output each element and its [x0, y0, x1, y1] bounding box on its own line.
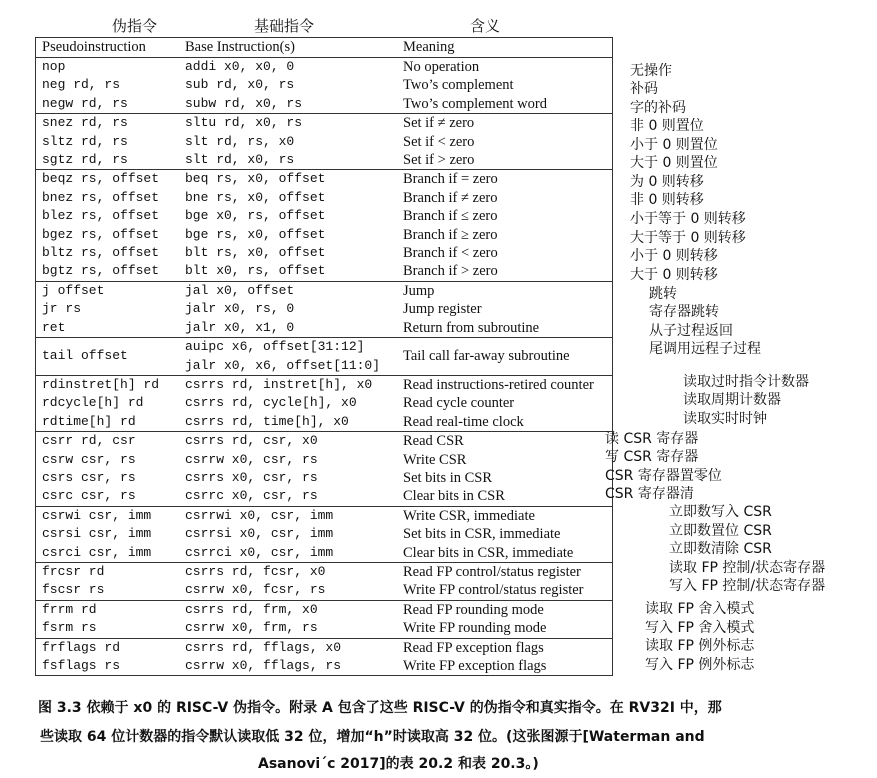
base-instruction-cell: csrrs rd, csr, x0	[179, 432, 397, 451]
meaning-cell: Read real-time clock	[403, 413, 524, 430]
table-row	[36, 525, 613, 543]
pseudoinstruction-cell: ret	[42, 319, 66, 335]
table-row	[36, 375, 613, 394]
base-instruction-cell: csrrs rd, cycle[h], x0	[185, 395, 357, 411]
annotation-cn: 尾调用远程子过程	[649, 341, 761, 357]
base-instruction-cell: csrrw x0, fflags, rs	[185, 658, 342, 673]
base-instruction-cell: bne rs, x0, offset	[185, 189, 326, 205]
pseudoinstruction-cell: rdtime[h] rd	[42, 413, 136, 429]
pseudoinstruction-cell: beqz rs, offset	[36, 170, 180, 189]
base-instruction-cell: csrrci x0, csr, imm	[185, 544, 334, 560]
base-instruction-cell: csrrc x0, csr, rs	[185, 488, 318, 504]
meaning-cell: Branch if = zero	[397, 170, 613, 189]
table-row	[36, 338, 613, 357]
base-instruction-cell: auipc x6, offset[31:12]	[179, 338, 397, 357]
base-instruction-cell: subw rd, x0, rs	[185, 95, 303, 111]
meaning-cell: Set bits in CSR	[403, 469, 493, 486]
base-instruction-cell: jalr x0, x1, 0	[185, 319, 295, 335]
base-instruction-cell: csrrsi x0, csr, imm	[185, 526, 334, 542]
meaning-cell: Set if < zero	[403, 133, 475, 150]
annotation-cn: 读取 FP 控制/状态寄存器	[669, 560, 826, 576]
meaning-cell: Read FP exception flags	[397, 638, 613, 657]
annotation-cn: CSR 寄存器清	[605, 486, 694, 502]
table-row	[36, 244, 613, 262]
base-instruction-cell: beq rs, x0, offset	[179, 170, 397, 189]
annotation-cn: 写入 FP 控制/状态寄存器	[669, 578, 826, 594]
base-instruction-cell: addi x0, x0, 0	[185, 59, 295, 74]
pseudoinstruction-cell: frcsr rd	[36, 562, 180, 581]
meaning-cell: Branch if ≠ zero	[403, 189, 498, 206]
table-row	[36, 319, 613, 338]
meaning-cell: Write CSR	[403, 451, 467, 468]
column-title-meaning-cn: 含义	[470, 17, 501, 35]
table-row	[36, 638, 613, 657]
meaning-cell: No operation	[403, 59, 480, 75]
base-instruction-cell: csrrw x0, csr, rs	[185, 451, 318, 467]
pseudoinstruction-cell: csrc csr, rs	[42, 488, 136, 504]
table-row	[36, 657, 613, 676]
table-row	[36, 114, 613, 133]
meaning-cell: Tail call far-away subroutine	[397, 338, 613, 376]
annotation-cn: 从子过程返回	[649, 323, 733, 339]
pseudoinstruction-cell: csrci csr, imm	[42, 544, 152, 560]
table-row	[36, 413, 613, 432]
meaning-cell: Write FP rounding mode	[403, 620, 547, 637]
table-row	[36, 58, 613, 77]
base-instruction-cell: bge x0, rs, offset	[185, 208, 326, 224]
annotation-cn: 为 0 则转移	[630, 174, 704, 190]
annotation-cn: 写入 FP 例外标志	[645, 657, 755, 673]
meaning-cell: Branch if ≤ zero	[403, 208, 498, 225]
pseudoinstruction-cell: csrw csr, rs	[42, 451, 136, 467]
annotation-cn: 小于等于 0 则转移	[630, 211, 746, 227]
meaning-cell: Branch if > zero	[403, 263, 498, 280]
base-instruction-cell: slt rd, x0, rs	[185, 152, 295, 168]
base-instruction-cell: csrrs rd, fflags, x0	[179, 638, 397, 657]
header-meaning: Meaning	[397, 38, 613, 58]
table-row	[36, 581, 613, 600]
pseudoinstruction-cell: csrwi csr, imm	[36, 506, 180, 525]
meaning-cell: Clear bits in CSR	[403, 488, 505, 505]
caption-line-1: 图 3.3 依赖于 x0 的 RISC-V 伪指令。附录 A 包含了这些 RISC-V 的伪指令和真实指令。在 RV32I 中，那	[38, 700, 722, 716]
annotation-cn: 立即数写入 CSR	[669, 504, 772, 520]
base-instruction-cell: sltu rd, x0, rs	[179, 114, 397, 133]
table-row	[36, 487, 613, 506]
meaning-cell: Jump	[397, 281, 613, 300]
annotation-cn: 小于 0 则转移	[630, 248, 718, 264]
annotation-cn: 读取实时时钟	[683, 411, 767, 427]
table-row	[36, 76, 613, 94]
annotation-cn: 跳转	[649, 286, 677, 302]
annotation-cn: 补码	[630, 81, 658, 97]
annotation-cn: 读 CSR 寄存器	[605, 431, 699, 447]
pseudoinstruction-cell: blez rs, offset	[42, 208, 160, 224]
meaning-cell: Branch if ≥ zero	[403, 226, 498, 243]
pseudoinstruction-cell: frflags rd	[36, 638, 180, 657]
meaning-cell: Branch if < zero	[403, 245, 498, 262]
meaning-cell: Set if > zero	[403, 152, 475, 169]
annotation-cn: 读取周期计数器	[683, 392, 781, 408]
annotation-cn: 写 CSR 寄存器	[605, 449, 699, 465]
table-row	[36, 451, 613, 469]
pseudoinstruction-cell: frrm rd	[36, 600, 180, 619]
base-instruction-cell: csrrw x0, frm, rs	[185, 620, 318, 636]
base-instruction-cell: csrrw x0, fcsr, rs	[185, 582, 326, 598]
table-row	[36, 95, 613, 114]
pseudoinstruction-cell: sgtz rd, rs	[42, 152, 128, 168]
table-row	[36, 226, 613, 244]
column-title-pseudo-cn: 伪指令	[112, 17, 158, 35]
pseudoinstruction-cell: tail offset	[36, 338, 180, 376]
pseudoinstruction-cell: bltz rs, offset	[42, 245, 160, 261]
table-row	[36, 432, 613, 451]
pseudoinstruction-cell: negw rd, rs	[42, 95, 128, 111]
annotation-cn: 读取 FP 例外标志	[645, 638, 755, 654]
base-instruction-cell: csrrs rd, fcsr, x0	[179, 562, 397, 581]
table-row	[36, 207, 613, 225]
pseudoinstruction-cell: csrsi csr, imm	[42, 526, 152, 542]
header-base-instructions: Base Instruction(s)	[179, 38, 397, 58]
annotation-cn: 读取 FP 舍入模式	[645, 601, 755, 617]
base-instruction-cell: csrrs rd, time[h], x0	[185, 413, 349, 429]
base-instruction-cell: sub rd, x0, rs	[185, 77, 295, 93]
table-row	[36, 394, 613, 412]
base-instruction-cell: csrrwi x0, csr, imm	[179, 506, 397, 525]
pseudoinstruction-cell: nop	[42, 59, 66, 74]
meaning-cell: Return from subroutine	[403, 319, 540, 336]
table-row	[36, 544, 613, 563]
pseudoinstruction-cell: bgez rs, offset	[42, 226, 160, 242]
base-instruction-cell: blt x0, rs, offset	[185, 263, 326, 279]
annotation-cn: 大于等于 0 则转移	[630, 230, 746, 246]
annotation-cn: 立即数清除 CSR	[669, 541, 772, 557]
annotation-cn: CSR 寄存器置零位	[605, 468, 722, 484]
annotation-cn: 小于 0 则置位	[630, 137, 718, 153]
header-pseudoinstruction: Pseudoinstruction	[36, 38, 180, 58]
table-row	[36, 262, 613, 281]
annotation-cn: 非 0 则转移	[630, 192, 704, 208]
table-row	[36, 170, 613, 189]
meaning-cell: Two’s complement	[403, 77, 514, 94]
pseudoinstruction-cell: sltz rd, rs	[42, 133, 128, 149]
meaning-cell: Read cycle counter	[403, 395, 515, 412]
table-row	[36, 600, 613, 619]
meaning-cell: Clear bits in CSR, immediate	[403, 544, 574, 561]
annotation-cn: 字的补码	[630, 100, 686, 116]
table-row	[36, 151, 613, 170]
meaning-cell: Read instructions-retired counter	[397, 375, 613, 394]
meaning-cell: Write FP control/status register	[403, 582, 584, 599]
base-instruction-cell: csrrs rd, frm, x0	[179, 600, 397, 619]
annotation-cn: 写入 FP 舍入模式	[645, 620, 755, 636]
chinese-column-titles	[0, 15, 620, 37]
pseudoinstruction-cell: csrr rd, csr	[36, 432, 180, 451]
meaning-cell: Two’s complement word	[403, 95, 547, 112]
pseudoinstruction-cell: neg rd, rs	[42, 77, 121, 93]
pseudoinstruction-cell: fsrm rs	[42, 620, 97, 636]
base-instruction-cell: jal x0, offset	[179, 281, 397, 300]
pseudoinstruction-cell: rdinstret[h] rd	[36, 375, 180, 394]
pseudoinstruction-cell: csrs csr, rs	[42, 469, 136, 485]
meaning-cell: Set bits in CSR, immediate	[403, 526, 561, 543]
pseudoinstruction-cell: rdcycle[h] rd	[42, 395, 144, 411]
pseudoinstruction-cell: jr rs	[42, 301, 82, 317]
base-instruction-cell: csrrs x0, csr, rs	[185, 469, 318, 485]
base-instruction-cell: csrrs rd, instret[h], x0	[179, 375, 397, 394]
table-row	[36, 469, 613, 487]
meaning-cell: Read CSR	[397, 432, 613, 451]
meaning-cell: Read FP rounding mode	[397, 600, 613, 619]
base-instruction-cell: jalr x0, x6, offset[11:0]	[185, 357, 381, 373]
column-title-base-cn: 基础指令	[254, 17, 315, 35]
annotation-cn: 大于 0 则置位	[630, 155, 718, 171]
meaning-cell: Write FP exception flags	[403, 658, 547, 674]
base-instruction-cell: jalr x0, rs, 0	[185, 301, 295, 317]
caption-line-2: 些读取 64 位计数器的指令默认读取低 32 位，增加“h”时读取高 32 位。(这张图源于[Waterman and	[40, 729, 705, 745]
base-instruction-cell: bge rs, x0, offset	[185, 226, 326, 242]
table-row	[36, 562, 613, 581]
pseudoinstruction-cell: bgtz rs, offset	[42, 263, 160, 279]
annotation-cn: 大于 0 则转移	[630, 267, 718, 283]
table-header-row	[36, 38, 613, 58]
base-instruction-cell: slt rd, rs, x0	[185, 133, 295, 149]
pseudoinstruction-cell: bnez rs, offset	[42, 189, 160, 205]
annotation-cn: 非 0 则置位	[630, 118, 704, 134]
pseudoinstruction-cell: j offset	[36, 281, 180, 300]
table-row	[36, 189, 613, 207]
annotation-cn: 寄存器跳转	[649, 304, 719, 320]
annotation-cn: 读取过时指令计数器	[683, 374, 809, 390]
table-row	[36, 619, 613, 638]
pseudoinstruction-table	[35, 37, 613, 676]
pseudoinstruction-cell: fsflags rs	[42, 658, 121, 673]
meaning-cell: Set if ≠ zero	[397, 114, 613, 133]
caption-line-3: Asanovi´c 2017]的表 20.2 和表 20.3。)	[258, 756, 539, 772]
table-row	[36, 281, 613, 300]
meaning-cell: Write CSR, immediate	[397, 506, 613, 525]
table-row	[36, 300, 613, 318]
meaning-cell: Jump register	[403, 301, 482, 318]
base-instruction-cell: blt rs, x0, offset	[185, 245, 326, 261]
annotation-cn: 无操作	[630, 63, 672, 79]
pseudoinstruction-cell: snez rd, rs	[36, 114, 180, 133]
table-row	[36, 133, 613, 151]
pseudoinstruction-cell: fscsr rs	[42, 582, 105, 598]
meaning-cell: Read FP control/status register	[397, 562, 613, 581]
table-row	[36, 506, 613, 525]
annotation-cn: 立即数置位 CSR	[669, 523, 772, 539]
